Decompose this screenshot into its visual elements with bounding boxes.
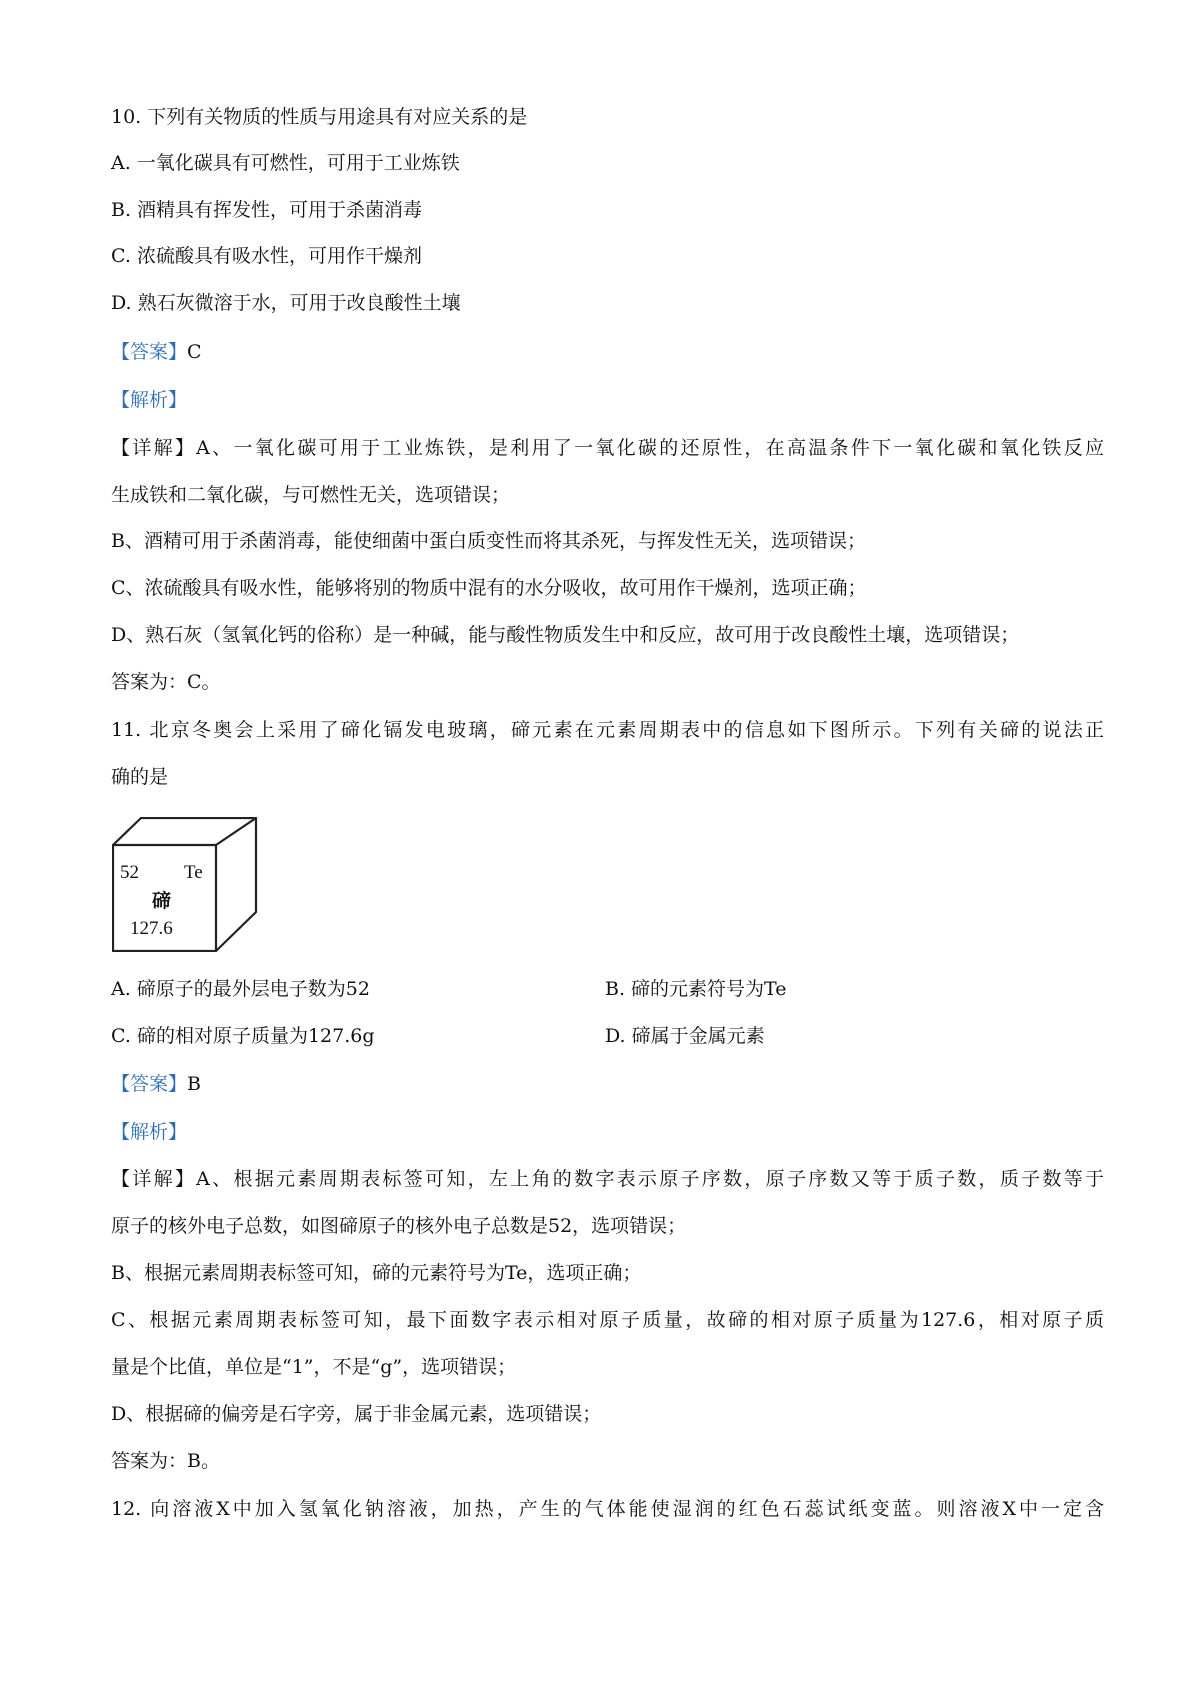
answer-value: B <box>187 1073 201 1095</box>
q11-detail-line: C、根据元素周期表标签可知，最下面数字表示相对原子质量，故碲的相对原子质量为127.6，相对原子质 <box>111 1309 1104 1331</box>
q10-stem: 10. 下列有关物质的性质与用途具有对应关系的是 <box>111 106 528 128</box>
q10-detail-line: 生成铁和二氧化碳，与可燃性无关，选项错误； <box>111 484 511 506</box>
q11-stem-line: 确的是 <box>111 766 169 788</box>
q11-detail-line: 原子的核外电子总数，如图碲原子的核外电子总数是52，选项错误； <box>111 1215 687 1237</box>
atomic-number: 52 <box>120 862 139 883</box>
q10-detail-line: 【详解】A、一氧化碳可用于工业炼铁，是利用了一氧化碳的还原性，在高温条件下一氧化碳和氧化铁反应 <box>111 437 1104 459</box>
q11-option-a: A. 碲原子的最外层电子数为52 <box>111 978 370 1000</box>
q12-stem: 12. 向溶液X中加入氢氧化钠溶液，加热，产生的气体能使湿润的红色石蕊试纸变蓝。则溶液X中一定含 <box>111 1498 1104 1520</box>
answer-tag: 【答案】 <box>111 341 188 363</box>
q10-option-a: A. 一氧化碳具有可燃性，可用于工业炼铁 <box>111 152 460 174</box>
q10-analysis-tag <box>111 387 1104 413</box>
q10-detail-line: C、浓硫酸具有吸水性，能够将别的物质中混有的水分吸收，故可用作干燥剂，选项正确； <box>111 577 867 599</box>
q10-detail-line: D、熟石灰（氢氧化钙的俗称）是一种碱，能与酸性物质发生中和反应，故可用于改良酸性土壤，选项错误； <box>111 624 1020 646</box>
answer-value: C <box>187 341 202 363</box>
q10-detail-line: 答案为：C。 <box>111 671 221 693</box>
element-symbol: Te <box>184 862 203 883</box>
element-name: 碲 <box>152 890 172 912</box>
q11-detail-line: D、根据碲的偏旁是石字旁，属于非金属元素，选项错误； <box>111 1403 602 1425</box>
q11-option-b: B. 碲的元素符号为Te <box>605 978 787 1000</box>
q11-option-c: C. 碲的相对原子质量为127.6g <box>111 1025 375 1047</box>
q11-option-d: D. 碲属于金属元素 <box>605 1025 765 1047</box>
analysis-tag: 【解析】 <box>111 389 188 411</box>
q11-detail-line: 量是个比值，单位是“1”，不是“g”，选项错误； <box>111 1356 517 1378</box>
q11-detail-line: 【详解】A、根据元素周期表标签可知，左上角的数字表示原子序数，原子序数又等于质子数，质子数等于 <box>111 1168 1104 1190</box>
q11-detail-line: 答案为：B。 <box>111 1450 220 1472</box>
element-cell-figure <box>112 817 258 952</box>
q10-answer <box>111 339 1104 365</box>
q11-stem-line: 11. 北京冬奥会上采用了碲化镉发电玻璃，碲元素在元素周期表中的信息如下图所示。下列有关碲的说法正 <box>111 719 1104 741</box>
answer-tag: 【答案】 <box>111 1073 188 1095</box>
q10-option-d: D. 熟石灰微溶于水，可用于改良酸性土壤 <box>111 292 461 314</box>
q11-answer <box>111 1071 1104 1097</box>
q10-option-c: C. 浓硫酸具有吸水性，可用作干燥剂 <box>111 245 422 267</box>
q11-detail-line: B、根据元素周期表标签可知，碲的元素符号为Te，选项正确； <box>111 1262 642 1284</box>
atomic-mass: 127.6 <box>130 918 173 939</box>
q10-option-b: B. 酒精具有挥发性，可用于杀菌消毒 <box>111 199 423 221</box>
q11-analysis-tag <box>111 1119 1104 1145</box>
analysis-tag: 【解析】 <box>111 1121 188 1143</box>
q10-detail-line: B、酒精可用于杀菌消毒，能使细菌中蛋白质变性而将其杀死，与挥发性无关，选项错误； <box>111 530 866 552</box>
